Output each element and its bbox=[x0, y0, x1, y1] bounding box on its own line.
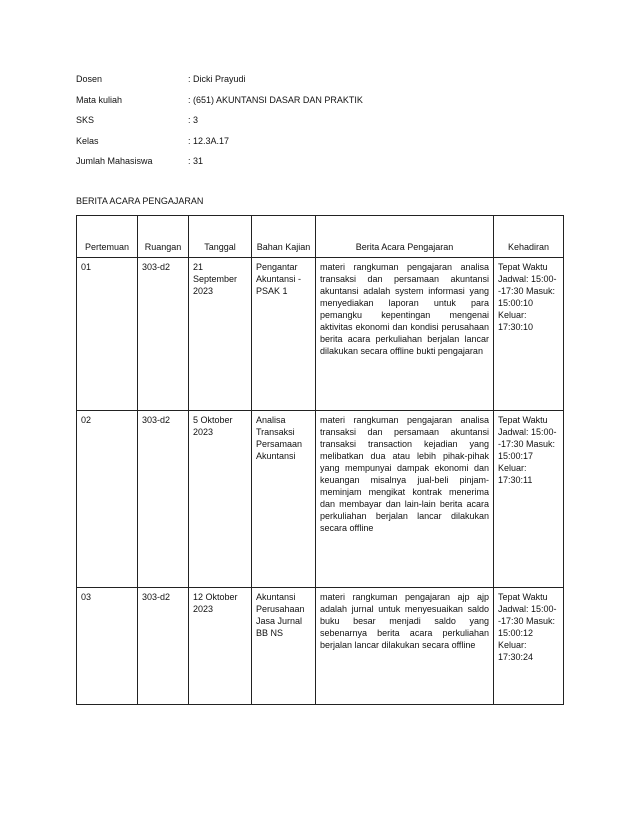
cell-berita-acara: materi rangkuman pengajaran analisa transaksi dan persamaan akuntansi akuntansi adalah system informasi yang menyediakan laporan untuk para pemangku kepentingan mengenai aktivitas ekonomi dan kondisi perusahaan berita acara perkuliahan berjalan lancar dilakukan secara offline bukti pengajaran bbox=[316, 258, 494, 411]
header-pertemuan: Pertemuan bbox=[77, 216, 138, 258]
cell-tanggal: 5 Oktober 2023 bbox=[189, 411, 252, 588]
cell-ruangan: 303-d2 bbox=[138, 588, 189, 705]
info-label: Kelas bbox=[76, 135, 99, 146]
info-label: Mata kuliah bbox=[76, 94, 123, 105]
info-label: Jumlah Mahasiswa bbox=[76, 156, 153, 166]
info-value: : 3 bbox=[188, 115, 199, 125]
table-row bbox=[77, 588, 564, 705]
header-tanggal: Tanggal bbox=[189, 216, 252, 258]
info-value: : (651) AKUNTANSI DASAR DAN PRAKTIK bbox=[188, 94, 363, 105]
cell-pertemuan: 03 bbox=[77, 588, 138, 705]
cell-bahan-kajian: Akuntansi Perusahaan Jasa Jurnal BB NS bbox=[252, 588, 316, 705]
cell-tanggal: 21 September 2023 bbox=[189, 258, 252, 411]
info-value: : Dicki Prayudi bbox=[188, 74, 246, 84]
table-header-row bbox=[77, 216, 564, 258]
section-title: BERITA ACARA PENGAJARAN bbox=[76, 196, 204, 206]
cell-bahan-kajian: Pengantar Akuntansi - PSAK 1 bbox=[252, 258, 316, 411]
info-label: Dosen bbox=[76, 74, 103, 84]
cell-pertemuan: 01 bbox=[77, 258, 138, 411]
cell-bahan-kajian: Analisa Transaksi Persamaan Akuntansi bbox=[252, 411, 316, 588]
cell-tanggal: 12 Oktober 2023 bbox=[189, 588, 252, 705]
cell-kehadiran: Tepat Waktu Jadwal: 15:00--17:30 Masuk: 15:00:12 Keluar: 17:30:24 bbox=[494, 588, 564, 705]
header-bahan-kajian: Bahan Kajian bbox=[252, 216, 316, 258]
info-value: : 31 bbox=[188, 156, 204, 166]
cell-kehadiran: Tepat Waktu Jadwal: 15:00--17:30 Masuk: 15:00:10 Keluar: 17:30:10 bbox=[494, 258, 564, 411]
cell-ruangan: 303-d2 bbox=[138, 258, 189, 411]
cell-berita-acara: materi rangkuman pengajaran analisa transaksi dan persamaan akuntansi transaksi transaction kejadian yang melibatkan dua atau lebih pihak-pihak yang mempunyai dampak ekonomi dan keuangan misalnya jual-beli pinjam-meminjam mengikat kontrak menerima dan membayar dan lain-lain berita acara perkuliahan berjalan lancar dilakukan secara offline bbox=[316, 411, 494, 588]
header-berita-acara: Berita Acara Pengajaran bbox=[316, 216, 494, 258]
cell-berita-acara: materi rangkuman pengajaran ajp ajp adalah jurnal untuk menyesuaikan saldo buku besar menjadi saldo yang sebenarnya berita acara perkuliahan berjalan lancar dilakukan secara offline bbox=[316, 588, 494, 705]
info-value: : 12.3A.17 bbox=[188, 135, 230, 146]
cell-ruangan: 303-d2 bbox=[138, 411, 189, 588]
cell-pertemuan: 02 bbox=[77, 411, 138, 588]
info-label: SKS bbox=[76, 115, 95, 125]
header-kehadiran: Kehadiran bbox=[494, 216, 564, 258]
table-row bbox=[77, 258, 564, 411]
header-ruangan: Ruangan bbox=[138, 216, 189, 258]
table-row bbox=[77, 411, 564, 588]
teaching-report-table bbox=[76, 215, 564, 705]
cell-kehadiran: Tepat Waktu Jadwal: 15:00--17:30 Masuk: 15:00:17 Keluar: 17:30:11 bbox=[494, 411, 564, 588]
